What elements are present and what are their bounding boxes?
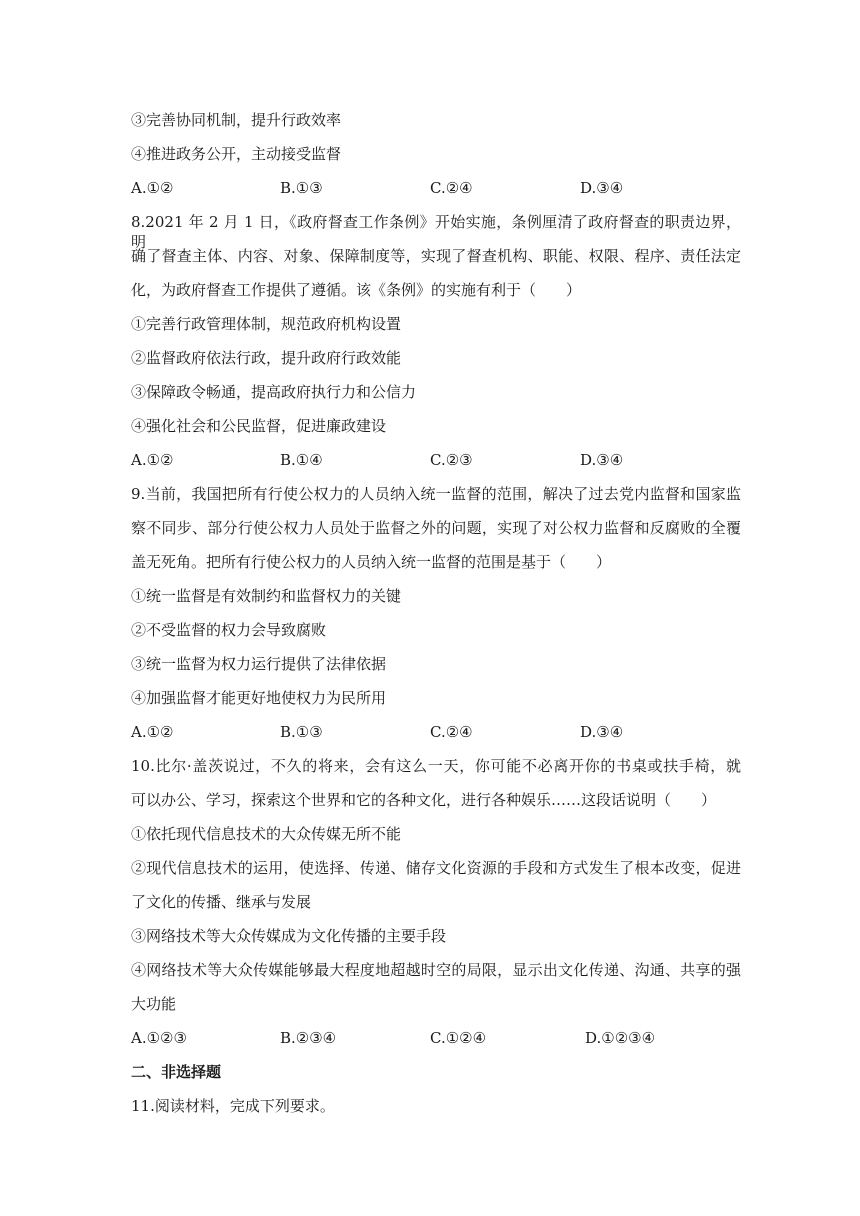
q9-statement-1: ①统一监督是有效制约和监督权力的关键 <box>131 587 402 605</box>
q8-statement-1: ①完善行政管理体制，规范政府机构设置 <box>131 315 402 333</box>
section-heading: 二、非选择题 <box>131 1063 222 1081</box>
q10-statement-3: ③网络技术等大众传媒成为文化传播的主要手段 <box>131 927 447 945</box>
q8-statement-4: ④强化社会和公民监督，促进廉政建设 <box>131 417 387 435</box>
q9-stem-line-2: 察不同步、部分行使公权力人员处于监督之外的问题，实现了对公权力监督和反腐败的全覆 <box>131 519 741 537</box>
q10-statement-2-line-2: 了文化的传播、继承与发展 <box>131 893 312 911</box>
q10-option-a: A.①②③ <box>131 1029 187 1047</box>
q9-stem-line-1: 9.当前，我国把所有行使公权力的人员纳入统一监督的范围，解决了过去党内监督和国家监 <box>131 485 741 503</box>
q10-option-d: D.①②③④ <box>585 1029 656 1047</box>
q10-stem-line-1: 10.比尔·盖茨说过，不久的将来，会有这么一天，你可能不必离开你的书桌或扶手椅，就 <box>131 757 741 775</box>
q8-option-d: D.③④ <box>580 451 624 469</box>
q10-statement-4-line-1: ④网络技术等大众传媒能够最大程度地超越时空的局限，显示出文化传递、沟通、共享的强 <box>131 961 741 979</box>
q9-stem-line-3: 盖无死角。把所有行使公权力的人员纳入统一监督的范围是基于（ ） <box>131 553 612 571</box>
q9-statement-2: ②不受监督的权力会导致腐败 <box>131 621 327 639</box>
q7-option-d: D.③④ <box>580 179 624 197</box>
q9-statement-3: ③统一监督为权力运行提供了法律依据 <box>131 655 387 673</box>
q11-stem: 11.阅读材料，完成下列要求。 <box>131 1097 335 1115</box>
q8-statement-3: ③保障政令畅通，提高政府执行力和公信力 <box>131 383 417 401</box>
q9-option-c: C.②④ <box>430 723 473 741</box>
q10-statement-1: ①依托现代信息技术的大众传媒无所不能 <box>131 825 402 843</box>
q8-stem-line-2: 确了督查主体、内容、对象、保障制度等，实现了督查机构、职能、权限、程序、责任法定 <box>131 247 741 265</box>
q8-stem-line-3: 化，为政府督查工作提供了遵循。该《条例》的实施有利于（ ） <box>131 281 582 299</box>
q8-statement-2: ②监督政府依法行政，提升政府行政效能 <box>131 349 402 367</box>
q10-option-b: B.②③④ <box>280 1029 337 1047</box>
q7-statement-3: ③完善协同机制，提升行政效率 <box>131 111 342 129</box>
q8-option-c: C.②③ <box>430 451 473 469</box>
q7-option-b: B.①③ <box>280 179 323 197</box>
q9-option-a: A.①② <box>131 723 174 741</box>
q9-option-b: B.①③ <box>280 723 323 741</box>
q9-statement-4: ④加强监督才能更好地使权力为民所用 <box>131 689 387 707</box>
q10-statement-4-line-2: 大功能 <box>131 995 177 1013</box>
q10-option-c: C.①②④ <box>430 1029 487 1047</box>
q7-statement-4: ④推进政务公开，主动接受监督 <box>131 145 342 163</box>
q8-option-b: B.①④ <box>280 451 323 469</box>
q7-option-c: C.②④ <box>430 179 473 197</box>
q9-option-d: D.③④ <box>580 723 624 741</box>
q8-stem-line-1: 8.2021 年 2 月 1 日，《政府督查工作条例》开始实施，条例厘清了政府督查的职责边界，明 <box>131 213 741 251</box>
q7-option-a: A.①② <box>131 179 174 197</box>
q10-statement-2-line-1: ②现代信息技术的运用，使选择、传递、储存文化资源的手段和方式发生了根本改变，促进 <box>131 859 741 877</box>
q10-stem-line-2: 可以办公、学习，探索这个世界和它的各种文化，进行各种娱乐……这段话说明（ ） <box>131 791 717 809</box>
q8-option-a: A.①② <box>131 451 174 469</box>
